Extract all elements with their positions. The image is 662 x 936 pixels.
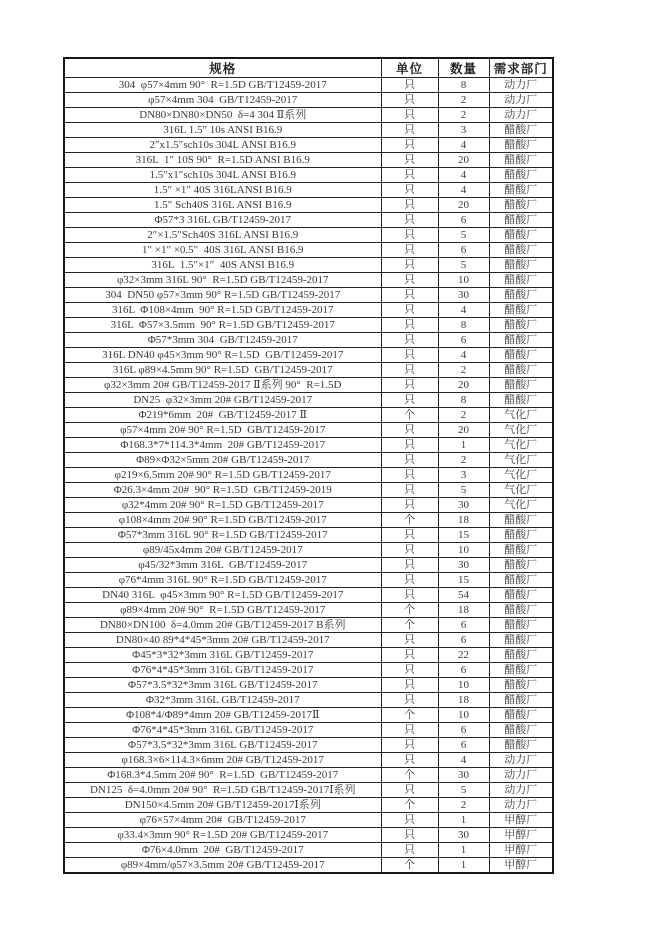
department-cell: 气化厂 (489, 453, 553, 468)
department-cell: 醋酸厂 (489, 288, 553, 303)
quantity-cell: 8 (438, 78, 489, 93)
table-row (64, 588, 553, 603)
table-row (64, 243, 553, 258)
department-cell: 醋酸厂 (489, 528, 553, 543)
header-cell-department: 需求部门 (489, 58, 553, 78)
table-row (64, 303, 553, 318)
table-row (64, 438, 553, 453)
spec-cell: Φ76×4.0mm 20# GB/T12459-2017 (64, 843, 381, 858)
unit-cell: 只 (381, 393, 438, 408)
department-cell: 醋酸厂 (489, 708, 553, 723)
spec-cell: φ32×3mm 20# GB/T12459-2017 Ⅱ系列 90° R=1.5D (64, 378, 381, 393)
spec-cell: φ89×4mm/φ57×3.5mm 20# GB/T12459-2017 (64, 858, 381, 874)
spec-cell: Φ57*3.5*32*3mm 316L GB/T12459-2017 (64, 678, 381, 693)
quantity-cell: 4 (438, 168, 489, 183)
table-row (64, 333, 553, 348)
department-cell: 醋酸厂 (489, 228, 553, 243)
unit-cell: 只 (381, 258, 438, 273)
table-row (64, 498, 553, 513)
quantity-cell: 5 (438, 783, 489, 798)
department-cell: 醋酸厂 (489, 393, 553, 408)
unit-cell: 只 (381, 333, 438, 348)
quantity-cell: 6 (438, 243, 489, 258)
department-cell: 醋酸厂 (489, 513, 553, 528)
quantity-cell: 30 (438, 288, 489, 303)
spec-cell: Φ57*3mm 304 GB/T12459-2017 (64, 333, 381, 348)
unit-cell: 个 (381, 858, 438, 874)
spec-cell: φ89×4mm 20# 90° R=1.5D GB/T12459-2017 (64, 603, 381, 618)
spec-cell: Φ76*4*45*3mm 316L GB/T12459-2017 (64, 663, 381, 678)
spec-cell: φ89/45x4mm 20# GB/T12459-2017 (64, 543, 381, 558)
spec-cell: DN25 φ32×3mm 20# GB/T12459-2017 (64, 393, 381, 408)
department-cell: 动力厂 (489, 783, 553, 798)
table-row (64, 573, 553, 588)
quantity-cell: 30 (438, 558, 489, 573)
unit-cell: 只 (381, 843, 438, 858)
table-row (64, 693, 553, 708)
department-cell: 动力厂 (489, 93, 553, 108)
spec-cell: DN80×DN80×DN50 δ=4 304 Ⅱ系列 (64, 108, 381, 123)
spec-cell: 2″x1.5″sch10s 304L ANSI B16.9 (64, 138, 381, 153)
unit-cell: 只 (381, 663, 438, 678)
quantity-cell: 6 (438, 633, 489, 648)
spec-cell: 1.5″ Sch40S 316L ANSI B16.9 (64, 198, 381, 213)
unit-cell: 只 (381, 528, 438, 543)
unit-cell: 只 (381, 183, 438, 198)
table-row (64, 453, 553, 468)
unit-cell: 个 (381, 768, 438, 783)
unit-cell: 只 (381, 483, 438, 498)
table-row (64, 348, 553, 363)
spec-cell: Φ57*3.5*32*3mm 316L GB/T12459-2017 (64, 738, 381, 753)
spec-cell: φ33.4×3mm 90° R=1.5D 20# GB/T12459-2017 (64, 828, 381, 843)
spec-cell: 316L 1.5″×1″ 40S ANSI B16.9 (64, 258, 381, 273)
department-cell: 气化厂 (489, 408, 553, 423)
quantity-cell: 4 (438, 753, 489, 768)
department-cell: 醋酸厂 (489, 243, 553, 258)
department-cell: 气化厂 (489, 468, 553, 483)
department-cell: 醋酸厂 (489, 303, 553, 318)
quantity-cell: 54 (438, 588, 489, 603)
table-row (64, 633, 553, 648)
quantity-cell: 4 (438, 183, 489, 198)
quantity-cell: 30 (438, 768, 489, 783)
department-cell: 醋酸厂 (489, 153, 553, 168)
spec-cell: 1.5" ×1" 40S 316LANSI B16.9 (64, 183, 381, 198)
table-row (64, 603, 553, 618)
spec-cell: 1.5″x1″sch10s 304L ANSI B16.9 (64, 168, 381, 183)
spec-cell: Φ45*3*32*3mm 316L GB/T12459-2017 (64, 648, 381, 663)
quantity-cell: 30 (438, 828, 489, 843)
spec-cell: 316L φ89×4.5mm 90° R=1.5D GB/T12459-2017 (64, 363, 381, 378)
unit-cell: 只 (381, 348, 438, 363)
table-row (64, 723, 553, 738)
table-row (64, 768, 553, 783)
table-row (64, 273, 553, 288)
spec-cell: Φ108*4/Φ89*4mm 20# GB/T12459-2017Ⅱ (64, 708, 381, 723)
department-cell: 醋酸厂 (489, 663, 553, 678)
department-cell: 气化厂 (489, 438, 553, 453)
department-cell: 甲醇厂 (489, 858, 553, 874)
department-cell: 醋酸厂 (489, 348, 553, 363)
department-cell: 甲醇厂 (489, 843, 553, 858)
spec-cell: φ32×3mm 316L 90° R=1.5D GB/T12459-2017 (64, 273, 381, 288)
table-row (64, 78, 553, 93)
department-cell: 醋酸厂 (489, 198, 553, 213)
department-cell: 醋酸厂 (489, 648, 553, 663)
table-row (64, 708, 553, 723)
department-cell: 醋酸厂 (489, 678, 553, 693)
quantity-cell: 4 (438, 348, 489, 363)
table-body (64, 78, 553, 874)
unit-cell: 只 (381, 633, 438, 648)
quantity-cell: 18 (438, 513, 489, 528)
quantity-cell: 20 (438, 378, 489, 393)
unit-cell: 只 (381, 153, 438, 168)
department-cell: 气化厂 (489, 483, 553, 498)
quantity-cell: 2 (438, 798, 489, 813)
unit-cell: 只 (381, 588, 438, 603)
unit-cell: 只 (381, 363, 438, 378)
table-row (64, 318, 553, 333)
unit-cell: 只 (381, 198, 438, 213)
table-row (64, 468, 553, 483)
table-row (64, 93, 553, 108)
department-cell: 气化厂 (489, 498, 553, 513)
spec-cell: 316L Φ108×4mm 90° R=1.5D GB/T12459-2017 (64, 303, 381, 318)
department-cell: 醋酸厂 (489, 693, 553, 708)
spec-cell: DN80×DN100 δ=4.0mm 20# GB/T12459-2017 B系列 (64, 618, 381, 633)
unit-cell: 只 (381, 738, 438, 753)
table-row (64, 153, 553, 168)
unit-cell: 只 (381, 648, 438, 663)
spec-cell: φ76*4mm 316L 90° R=1.5D GB/T12459-2017 (64, 573, 381, 588)
unit-cell: 只 (381, 678, 438, 693)
unit-cell: 只 (381, 438, 438, 453)
spec-cell: 304 DN50 φ57×3mm 90° R=1.5D GB/T12459-2017 (64, 288, 381, 303)
quantity-cell: 6 (438, 618, 489, 633)
quantity-cell: 6 (438, 663, 489, 678)
spec-cell: φ108×4mm 20# 90° R=1.5D GB/T12459-2017 (64, 513, 381, 528)
unit-cell: 只 (381, 78, 438, 93)
table-row (64, 663, 553, 678)
department-cell: 醋酸厂 (489, 138, 553, 153)
spec-cell: 316L 1.5" 10s ANSI B16.9 (64, 123, 381, 138)
spec-cell: φ57×4mm 304 GB/T12459-2017 (64, 93, 381, 108)
quantity-cell: 1 (438, 438, 489, 453)
quantity-cell: 5 (438, 258, 489, 273)
department-cell: 醋酸厂 (489, 723, 553, 738)
unit-cell: 只 (381, 378, 438, 393)
table-row (64, 213, 553, 228)
spec-cell: Φ26.3×4mm 20# 90° R=1.5D GB/T12459-2019 (64, 483, 381, 498)
quantity-cell: 2 (438, 408, 489, 423)
header-row (64, 58, 553, 78)
quantity-cell: 2 (438, 93, 489, 108)
unit-cell: 只 (381, 423, 438, 438)
table-row (64, 528, 553, 543)
header-cell-spec: 规格 (64, 58, 381, 78)
table-row (64, 423, 553, 438)
table-row (64, 288, 553, 303)
department-cell: 动力厂 (489, 78, 553, 93)
department-cell: 醋酸厂 (489, 318, 553, 333)
quantity-cell: 8 (438, 318, 489, 333)
spec-cell: Φ32*3mm 316L GB/T12459-2017 (64, 693, 381, 708)
unit-cell: 只 (381, 543, 438, 558)
table-row (64, 123, 553, 138)
department-cell: 醋酸厂 (489, 588, 553, 603)
quantity-cell: 3 (438, 468, 489, 483)
unit-cell: 只 (381, 318, 438, 333)
unit-cell: 只 (381, 213, 438, 228)
unit-cell: 只 (381, 93, 438, 108)
quantity-cell: 20 (438, 153, 489, 168)
unit-cell: 只 (381, 468, 438, 483)
quantity-cell: 22 (438, 648, 489, 663)
quantity-cell: 10 (438, 678, 489, 693)
department-cell: 气化厂 (489, 423, 553, 438)
department-cell: 醋酸厂 (489, 213, 553, 228)
unit-cell: 只 (381, 813, 438, 828)
quantity-cell: 1 (438, 858, 489, 874)
table-row (64, 648, 553, 663)
table-row (64, 483, 553, 498)
quantity-cell: 4 (438, 303, 489, 318)
unit-cell: 个 (381, 798, 438, 813)
table-row (64, 198, 553, 213)
table-row (64, 828, 553, 843)
unit-cell: 个 (381, 603, 438, 618)
spec-cell: Φ76*4*45*3mm 316L GB/T12459-2017 (64, 723, 381, 738)
quantity-cell: 6 (438, 333, 489, 348)
spec-cell: 2″×1.5″Sch40S 316L ANSI B16.9 (64, 228, 381, 243)
department-cell: 甲醇厂 (489, 828, 553, 843)
department-cell: 动力厂 (489, 768, 553, 783)
unit-cell: 只 (381, 138, 438, 153)
table-row (64, 138, 553, 153)
quantity-cell: 18 (438, 693, 489, 708)
spec-cell: φ57×4mm 20# 90° R=1.5D GB/T12459-2017 (64, 423, 381, 438)
table-row (64, 783, 553, 798)
spec-cell: φ32*4mm 20# 90° R=1.5D GB/T12459-2017 (64, 498, 381, 513)
unit-cell: 只 (381, 453, 438, 468)
quantity-cell: 1 (438, 813, 489, 828)
unit-cell: 只 (381, 573, 438, 588)
table-row (64, 258, 553, 273)
department-cell: 醋酸厂 (489, 558, 553, 573)
department-cell: 醋酸厂 (489, 633, 553, 648)
table-row (64, 393, 553, 408)
quantity-cell: 4 (438, 138, 489, 153)
quantity-cell: 15 (438, 573, 489, 588)
unit-cell: 只 (381, 303, 438, 318)
unit-cell: 只 (381, 273, 438, 288)
unit-cell: 只 (381, 108, 438, 123)
department-cell: 醋酸厂 (489, 258, 553, 273)
table-row (64, 363, 553, 378)
quantity-cell: 10 (438, 273, 489, 288)
unit-cell: 个 (381, 708, 438, 723)
spec-cell: φ168.3×6×114.3×6mm 20# GB/T12459-2017 (64, 753, 381, 768)
table-row (64, 378, 553, 393)
department-cell: 醋酸厂 (489, 738, 553, 753)
spec-cell: DN125 δ=4.0mm 20# 90° R=1.5D GB/T12459-2017Ⅰ系列 (64, 783, 381, 798)
unit-cell: 个 (381, 618, 438, 633)
quantity-cell: 8 (438, 393, 489, 408)
unit-cell: 个 (381, 513, 438, 528)
table-row (64, 858, 553, 874)
unit-cell: 只 (381, 558, 438, 573)
quantity-cell: 5 (438, 483, 489, 498)
table-row (64, 168, 553, 183)
table-row (64, 753, 553, 768)
table-row (64, 678, 553, 693)
spec-cell: φ45/32*3mm 316L GB/T12459-2017 (64, 558, 381, 573)
department-cell: 醋酸厂 (489, 543, 553, 558)
quantity-cell: 20 (438, 198, 489, 213)
table-row (64, 183, 553, 198)
department-cell: 醋酸厂 (489, 363, 553, 378)
unit-cell: 只 (381, 243, 438, 258)
unit-cell: 个 (381, 408, 438, 423)
department-cell: 醋酸厂 (489, 378, 553, 393)
quantity-cell: 6 (438, 213, 489, 228)
table-row (64, 513, 553, 528)
spec-cell: φ76×57×4mm 20# GB/T12459-2017 (64, 813, 381, 828)
spec-cell: Φ219*6mm 20# GB/T12459-2017 Ⅱ (64, 408, 381, 423)
spec-cell: 316L DN40 φ45×3mm 90° R=1.5D GB/T12459-2017 (64, 348, 381, 363)
quantity-cell: 15 (438, 528, 489, 543)
spec-cell: Φ89×Φ32×5mm 20# GB/T12459-2017 (64, 453, 381, 468)
spec-cell: 316L Φ57×3.5mm 90° R=1.5D GB/T12459-2017 (64, 318, 381, 333)
unit-cell: 只 (381, 288, 438, 303)
spec-cell: Φ168.3*4.5mm 20# 90° R=1.5D GB/T12459-2017 (64, 768, 381, 783)
table-row (64, 618, 553, 633)
unit-cell: 只 (381, 783, 438, 798)
spec-cell: 304 φ57×4mm 90° R=1.5D GB/T12459-2017 (64, 78, 381, 93)
unit-cell: 只 (381, 168, 438, 183)
department-cell: 醋酸厂 (489, 123, 553, 138)
table-header (64, 58, 553, 78)
department-cell: 醋酸厂 (489, 183, 553, 198)
spec-cell: Φ168.3*7*114.3*4mm 20# GB/T12459-2017 (64, 438, 381, 453)
department-cell: 醋酸厂 (489, 603, 553, 618)
quantity-cell: 10 (438, 708, 489, 723)
spec-cell: DN40 316L φ45×3mm 90° R=1.5D GB/T12459-2017 (64, 588, 381, 603)
quantity-cell: 30 (438, 498, 489, 513)
department-cell: 动力厂 (489, 108, 553, 123)
table-row (64, 738, 553, 753)
department-cell: 动力厂 (489, 753, 553, 768)
department-cell: 动力厂 (489, 798, 553, 813)
quantity-cell: 20 (438, 423, 489, 438)
table-row (64, 228, 553, 243)
table-row (64, 408, 553, 423)
quantity-cell: 18 (438, 603, 489, 618)
table-row (64, 558, 553, 573)
quantity-cell: 6 (438, 723, 489, 738)
spec-cell: φ219×6.5mm 20# 90° R=1.5D GB/T12459-2017 (64, 468, 381, 483)
department-cell: 甲醇厂 (489, 813, 553, 828)
quantity-cell: 6 (438, 738, 489, 753)
unit-cell: 只 (381, 498, 438, 513)
unit-cell: 只 (381, 753, 438, 768)
department-cell: 醋酸厂 (489, 333, 553, 348)
department-cell: 醋酸厂 (489, 618, 553, 633)
table-row (64, 813, 553, 828)
department-cell: 醋酸厂 (489, 573, 553, 588)
unit-cell: 只 (381, 228, 438, 243)
department-cell: 醋酸厂 (489, 273, 553, 288)
table-row (64, 108, 553, 123)
quantity-cell: 5 (438, 228, 489, 243)
unit-cell: 只 (381, 693, 438, 708)
spec-cell: Φ57*3 316L GB/T12459-2017 (64, 213, 381, 228)
spec-cell: Φ57*3mm 316L 90° R=1.5D GB/T12459-2017 (64, 528, 381, 543)
spec-cell: DN150×4.5mm 20# GB/T12459-2017Ⅰ系列 (64, 798, 381, 813)
table-row (64, 843, 553, 858)
quantity-cell: 2 (438, 453, 489, 468)
quantity-cell: 2 (438, 363, 489, 378)
quantity-cell: 1 (438, 843, 489, 858)
unit-cell: 只 (381, 123, 438, 138)
unit-cell: 只 (381, 828, 438, 843)
spec-cell: 1" ×1" ×0.5" 40S 316L ANSI B16.9 (64, 243, 381, 258)
header-cell-unit: 单位 (381, 58, 438, 78)
table-row (64, 543, 553, 558)
spec-cell: 316L 1" 10S 90° R=1.5D ANSI B16.9 (64, 153, 381, 168)
quantity-cell: 2 (438, 108, 489, 123)
spec-cell: DN80×40 89*4*45*3mm 20# GB/T12459-2017 (64, 633, 381, 648)
department-cell: 醋酸厂 (489, 168, 553, 183)
spec-table (63, 57, 554, 874)
unit-cell: 只 (381, 723, 438, 738)
header-cell-quantity: 数量 (438, 58, 489, 78)
quantity-cell: 10 (438, 543, 489, 558)
table-row (64, 798, 553, 813)
quantity-cell: 3 (438, 123, 489, 138)
